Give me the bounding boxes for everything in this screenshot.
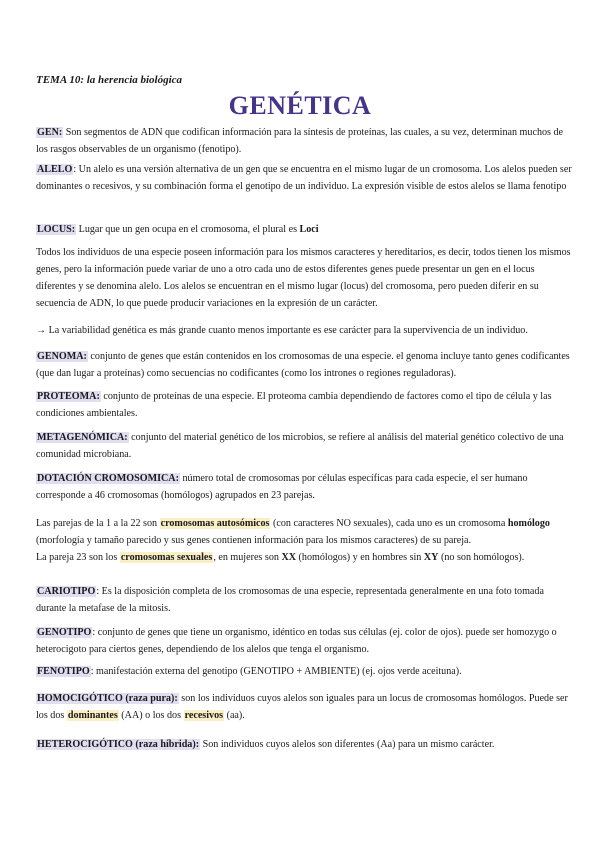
genotipo-text: : conjunto de genes que tiene un organismo, idéntico en todas sus células (ej. color de ojos). puede ser homozygo o heterocigoto para ciertos genes, dependiendo de los alelos que tenga el organismo. <box>36 627 557 655</box>
parejas-paragraph <box>36 515 576 566</box>
metagenomica-definition <box>36 429 576 463</box>
genotipo-definition <box>36 624 576 658</box>
parejas-text-5: , en mujeres son <box>213 552 282 563</box>
gen-text: Son segmentos de ADN que codifican información para la síntesis de proteínas, las cuales, a su vez, determinan muchos de los rasgos observables de un organismo (fenotipo). <box>36 127 564 155</box>
proteoma-text: conjunto de proteínas de una especie. El proteoma cambia dependiendo de factores como el tipo de célula y las condiciones ambientales. <box>36 391 552 419</box>
term-genoma: GENOMA: <box>37 351 87 362</box>
parejas-text-2: (con caracteres NO sexuales), cada uno es un cromosoma <box>270 518 508 529</box>
locus-paragraph: Todos los individuos de una especie poseen información para los mismos caracteres y hereditarios, es decir, todos tienen los mismos genes, pero la información puede variar de uno a otro cada uno de estos diferentes genes puede presentar un gen en el locus diferentes y se denomina alelo. Los alelos se encuentran en el mismo lugar (locus) del cromosoma, pero pueden diferir en su secuencia de ADN, lo que puede producir variaciones en la expresión de un carácter. <box>36 247 571 309</box>
metagenomica-text: conjunto del material genético de los microbios, se refiere al análisis del material genético colectivo de una comunidad microbiana. <box>36 432 564 460</box>
cariotipo-text: : Es la disposición completa de los cromosomas de una especie, representada generalmente en una foto tomada durante la metafase de la mitosis. <box>36 586 544 614</box>
proteoma-definition <box>36 388 576 422</box>
term-gen: GEN: <box>37 127 63 138</box>
term-cariotipo: CARIOTIPO <box>37 586 96 597</box>
bold-xy: XY <box>423 552 439 563</box>
genoma-text: conjunto de genes que están contenidos en los cromosomas de una especie. el genoma incluye tanto genes codificantes (que dan lugar a proteínas) como secuencias no codificantes (como los intrones o regiones reguladoras). <box>36 351 570 379</box>
fenotipo-definition <box>36 663 576 680</box>
variability-note: → La variabilidad genética es más grande cuanto menos importante es ese carácter para la supervivencia de un individuo. <box>36 325 528 336</box>
page-title: GENÉTICA <box>228 91 372 120</box>
fenotipo-text: : manifestación externa del genotipo (GENOTIPO + AMBIENTE) (ej. ojos verde aceituna). <box>90 666 462 677</box>
dotacion-definition <box>36 470 576 504</box>
alelo-definition <box>36 161 576 195</box>
topic-heading: TEMA 10: la herencia biológica <box>36 74 183 86</box>
term-locus: LOCUS: <box>37 224 76 235</box>
parejas-text-3: (morfología y tamaño parecido y sus genes contienen información para los mismos caracteres) de su pareja. <box>36 535 471 546</box>
parejas-text-7: (no son homólogos). <box>438 552 525 563</box>
alelo-text: : Un alelo es una versión alternativa de un gen que se encuentra en el mismo lugar de un cromosoma. Los alelos pueden ser dominantes o recesivos, y su combinación forma el genotipo de un individuo. La expresión visible de estos alelos se llama fenotipo <box>36 164 572 192</box>
term-dotacion: DOTACIÓN CROMOSOMICA: <box>37 473 179 484</box>
parejas-text-1: Las parejas de la 1 a la 22 son <box>36 518 160 529</box>
term-proteoma: PROTEOMA: <box>37 391 100 402</box>
bold-homologo: homólogo <box>507 518 550 529</box>
heterocigotico-definition <box>36 736 576 753</box>
term-genotipo: GENOTIPO <box>37 627 92 638</box>
heterocigotico-text: Son individuos cuyos alelos son diferentes (Aa) para un mismo carácter. <box>200 739 495 750</box>
highlight-recesivos: recesivos <box>184 710 224 721</box>
term-homocigotico: HOMOCIGÓTICO (raza pura): <box>37 693 178 704</box>
homocigotico-text-3: (aa). <box>224 710 245 721</box>
homocigotico-definition <box>36 690 576 724</box>
genoma-definition <box>36 348 576 382</box>
parejas-text-4: La pareja 23 son los <box>36 552 120 563</box>
parejas-text-6: (homólogos) y en hombres sin <box>296 552 424 563</box>
locus-text: Lugar que un gen ocupa en el cromosoma, el plural es <box>76 224 300 235</box>
locus-plural: Loci <box>299 224 319 235</box>
gen-definition <box>36 124 576 158</box>
highlight-autosomicos: cromosomas autosómicos <box>160 518 270 529</box>
dotacion-text: número total de cromosomas por células específicas para cada especie, el ser humano corresponde a 46 cromosomas (homólogos) agrupados en 23 parejas. <box>36 473 528 501</box>
homocigotico-text-1: son los individuos cuyos alelos son iguales para un locus de cromosomas homólogos. Puede ser los dos <box>36 693 568 721</box>
term-metagenomica: METAGENÓMICA: <box>37 432 128 443</box>
cariotipo-definition <box>36 583 576 617</box>
highlight-dominantes: dominantes <box>67 710 118 721</box>
term-alelo: ALELO <box>37 164 73 175</box>
locus-definition <box>36 221 576 238</box>
highlight-sexuales: cromosomas sexuales <box>120 552 213 563</box>
bold-xx: XX <box>281 552 297 563</box>
homocigotico-text-2: (AA) o los dos <box>118 710 184 721</box>
term-heterocigotico: HETEROCIGÓTICO (raza híbrida): <box>37 739 200 750</box>
term-fenotipo: FENOTIPO <box>37 666 90 677</box>
